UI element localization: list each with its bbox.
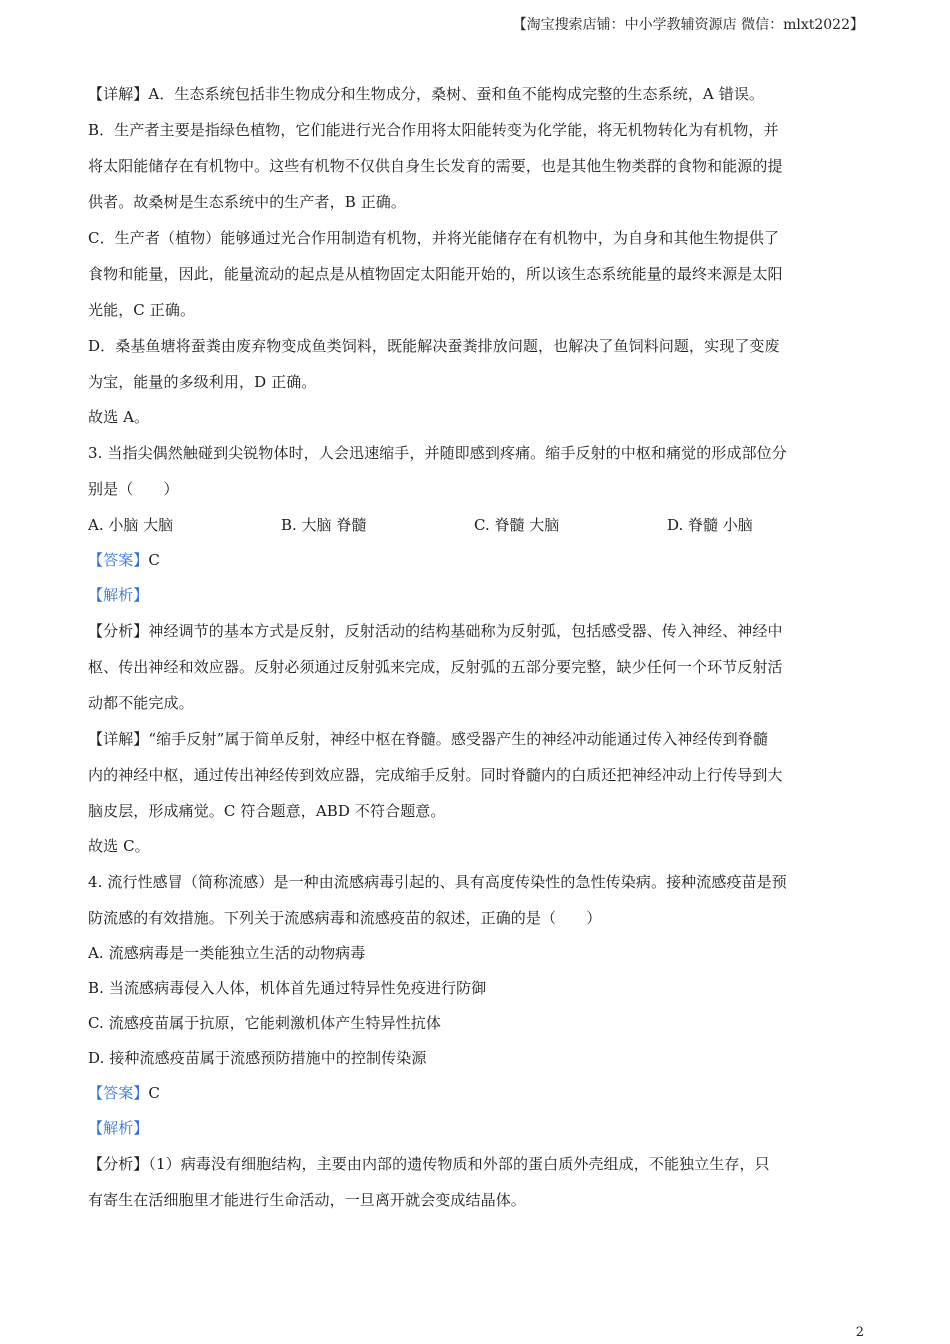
q2-detail-c-line1: C．生产者（植物）能够通过光合作用制造有机物，并将光能储存在有机物中，为自身和其他生物提供了 <box>88 229 780 247</box>
q4-analysis-line2: 有寄生在活细胞里才能进行生命活动，一旦离开就会变成结晶体。 <box>88 1191 526 1209</box>
q3-detail-line3: 脑皮层，形成痛觉。C 符合题意，ABD 不符合题意。 <box>88 802 446 820</box>
q3-option-d: D. 脊髓 小脑 <box>667 516 753 534</box>
q2-detail-d-line2: 为宝，能量的多级利用，D 正确。 <box>88 373 317 391</box>
q2-detail-d-line1: D．桑基鱼塘将蚕粪由废弃物变成鱼类饲料，既能解决蚕粪排放问题，也解决了鱼饲料问题，实现了变废 <box>88 337 780 355</box>
q2-detail-b-line3: 供者。故桑树是生态系统中的生产者，B 正确。 <box>88 193 406 211</box>
q4-option-c: C. 流感疫苗属于抗原，它能刺激机体产生特异性抗体 <box>88 1014 441 1032</box>
q4-option-a: A. 流感病毒是一类能独立生活的动物病毒 <box>88 944 366 962</box>
q3-answer-tag: 【答案】 <box>88 551 149 569</box>
q3-stem-line2: 别是（ ） <box>88 480 179 498</box>
q2-detail-b-line2: 将太阳能储存在有机物中。这些有机物不仅供自身生长发育的需要，也是其他生物类群的食物和能源的提 <box>88 157 783 175</box>
q4-stem-line1: 4. 流行性感冒（简称流感）是一种由流感病毒引起的、具有高度传染性的急性传染病。接种流感疫苗是预 <box>88 873 787 891</box>
q3-analysis-line2: 枢、传出神经和效应器。反射必须通过反射弧来完成，反射弧的五部分要完整，缺少任何一个环节反射活 <box>88 658 783 676</box>
q2-detail-c-line2: 食物和能量，因此，能量流动的起点是从植物固定太阳能开始的，所以该生态系统能量的最终来源是太阳 <box>88 265 783 283</box>
q3-options <box>88 507 860 543</box>
q3-answer <box>88 543 860 578</box>
q4-answer-value: C <box>148 1084 160 1102</box>
q2-detail-a: 【详解】A．生态系统包括非生物成分和生物成分，桑树、蚕和鱼不能构成完整的生态系统，A 错误。 <box>88 85 765 103</box>
page-content <box>88 76 860 1218</box>
q4-answer <box>88 1076 860 1111</box>
q4-answer-tag: 【答案】 <box>88 1084 149 1102</box>
q3-analysis-line1: 【分析】神经调节的基本方式是反射，反射活动的结构基础称为反射弧，包括感受器、传入神经、神经中 <box>88 622 783 640</box>
page-number: 2 <box>855 1325 864 1340</box>
q3-detail-line2: 内的神经中枢，通过传出神经传到效应器，完成缩手反射。同时脊髓内的白质还把神经冲动上行传导到大 <box>88 766 783 784</box>
q4-stem-line2: 防流感的有效措施。下列关于流感病毒和流感疫苗的叙述，正确的是（ ） <box>88 909 602 927</box>
q4-option-d: D. 接种流感疫苗属于流感预防措施中的控制传染源 <box>88 1049 427 1067</box>
q4-analysis-line1: 【分析】（1）病毒没有细胞结构，主要由内部的遗传物质和外部的蛋白质外壳组成，不能独立生存，只 <box>88 1155 770 1173</box>
q4-option-b: B. 当流感病毒侵入人体，机体首先通过特异性免疫进行防御 <box>88 979 487 997</box>
q3-analysis-line3: 动都不能完成。 <box>88 694 194 712</box>
q3-stem-line1: 3. 当指尖偶然触碰到尖锐物体时，人会迅速缩手，并随即感到疼痛。缩手反射的中枢和痛觉的形成部位分 <box>88 444 787 462</box>
q3-option-c: C. 脊髓 大脑 <box>474 516 560 534</box>
q2-choose: 故选 A。 <box>88 408 150 426</box>
q3-choose: 故选 C。 <box>88 837 150 855</box>
q3-analysis-tag: 【解析】 <box>88 586 149 604</box>
q3-answer-value: C <box>148 551 160 569</box>
q4-analysis-tag: 【解析】 <box>88 1119 149 1137</box>
q2-detail-c-line3: 光能，C 正确。 <box>88 301 196 319</box>
q3-option-a: A. 小脑 大脑 <box>88 516 174 534</box>
q3-option-b: B. 大脑 脊髓 <box>281 516 367 534</box>
q2-detail-b-line1: B．生产者主要是指绿色植物，它们能进行光合作用将太阳能转变为化学能，将无机物转化为有机物，并 <box>88 121 779 139</box>
header-store-note: 【淘宝搜索店铺：中小学教辅资源店 微信：mlxt2022】 <box>512 17 864 33</box>
q3-detail-line1: 【详解】“缩手反射”属于简单反射，神经中枢在脊髓。感受器产生的神经冲动能通过传入神经传到脊髓 <box>88 730 768 748</box>
